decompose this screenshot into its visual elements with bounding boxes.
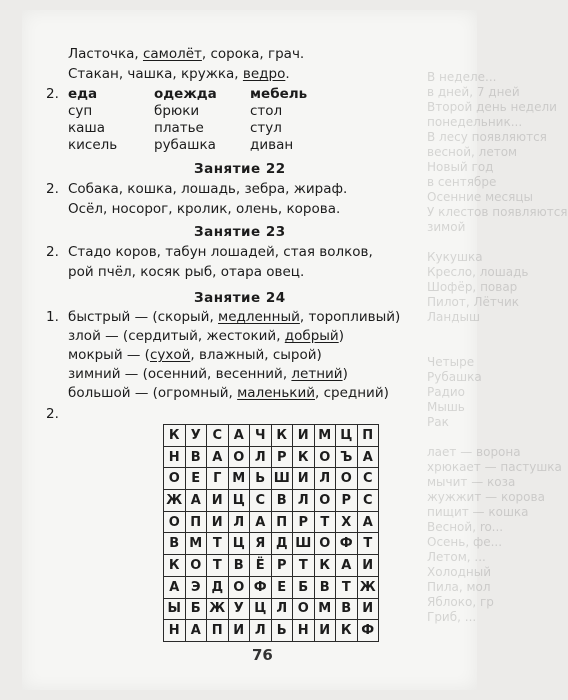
grid-cell: П: [185, 511, 207, 533]
grid-cell: О: [314, 490, 336, 512]
grid-cell: Р: [336, 490, 358, 512]
grid-cell: А: [185, 490, 207, 512]
grid-cell: В: [336, 598, 358, 620]
grid-cell: Х: [336, 511, 358, 533]
grid-cell: П: [207, 620, 229, 642]
textbook-page: [22, 10, 568, 690]
grid-row: [164, 533, 379, 555]
grid-cell: Т: [293, 555, 315, 577]
grid-cell: Т: [314, 511, 336, 533]
grid-cell: К: [164, 555, 186, 577]
grid-cell: А: [250, 511, 272, 533]
grid-cell: А: [228, 425, 250, 447]
grid-cell: К: [164, 425, 186, 447]
grid-cell: Э: [185, 576, 207, 598]
grid-cell: В: [228, 555, 250, 577]
grid-cell: В: [314, 576, 336, 598]
grid-row: [164, 555, 379, 577]
grid-cell: Д: [271, 533, 293, 555]
grid-cell: И: [228, 620, 250, 642]
grid-cell: Б: [293, 576, 315, 598]
lesson-23-task-number: 2.: [46, 244, 59, 260]
grid-cell: Ъ: [336, 446, 358, 468]
grid-cell: К: [336, 620, 358, 642]
grid-cell: Т: [357, 533, 379, 555]
sentence-birds: Ласточка, самолёт, сорока, грач.: [68, 46, 305, 62]
grid-cell: П: [357, 425, 379, 447]
grid-cell: Ь: [250, 468, 272, 490]
column-food: еда суп каша кисель: [68, 86, 118, 153]
grid-cell: Ц: [228, 490, 250, 512]
sentence-dishes: Стакан, чашка, кружка, ведро.: [68, 66, 290, 82]
grid-cell: Ь: [271, 620, 293, 642]
lesson-23-line: Стадо коров, табун лошадей, стая волков,: [68, 244, 373, 260]
grid-cell: Я: [250, 533, 272, 555]
grid-cell: О: [336, 468, 358, 490]
column-clothes: одежда брюки платье рубашка: [154, 86, 217, 153]
grid-cell: Ж: [207, 598, 229, 620]
grid-cell: А: [164, 576, 186, 598]
grid-row: [164, 620, 379, 642]
grid-cell: М: [314, 598, 336, 620]
grid-cell: Е: [185, 468, 207, 490]
grid-cell: Ф: [250, 576, 272, 598]
grid-cell: Т: [207, 555, 229, 577]
grid-cell: Р: [271, 555, 293, 577]
grid-cell: Ж: [357, 576, 379, 598]
grid-cell: Д: [207, 576, 229, 598]
grid-cell: И: [207, 490, 229, 512]
grid-row: [164, 468, 379, 490]
lesson-22-line: Собака, кошка, лошадь, зебра, жираф.: [68, 181, 348, 197]
grid-cell: Г: [207, 468, 229, 490]
grid-cell: Ф: [336, 533, 358, 555]
word-search-grid: [163, 424, 379, 642]
task-number: 2.: [46, 86, 59, 102]
grid-cell: О: [164, 511, 186, 533]
grid-cell: В: [185, 446, 207, 468]
grid-cell: Ж: [164, 490, 186, 512]
grid-cell: К: [293, 446, 315, 468]
grid-cell: Л: [228, 511, 250, 533]
synonym-line: злой — (сердитый, жестокий, добрый): [68, 328, 344, 344]
grid-row: [164, 425, 379, 447]
grid-cell: В: [271, 490, 293, 512]
lesson-23-title: Занятие 23: [194, 224, 286, 240]
grid-cell: Т: [207, 533, 229, 555]
grid-cell: О: [228, 446, 250, 468]
grid-cell: И: [293, 425, 315, 447]
bleed-through-text-right: В неделе... в дней, 7 дней Второй день недели понедельник... В лесу появляются весной, летом Новый год в сентябре Осенние месяцы У клестов появляются зимой Кукушка Кресло, лошадь Шофёр, повар Пилот, Лётчик Ландыш Четыре Рубашка Радио Мышь Рак лает — ворона хрюкает — пастушка мычит — коза жужжит — корова пищит — кошка Весной, ro... Осень, фе... Летом, ... Холодный Пила, мол Яблоко, гр Гриб, ...: [427, 70, 568, 624]
grid-cell: П: [271, 511, 293, 533]
lesson-24-task1-number: 1.: [46, 309, 59, 325]
grid-cell: К: [314, 555, 336, 577]
grid-cell: Е: [271, 576, 293, 598]
grid-row: [164, 576, 379, 598]
lesson-24-title: Занятие 24: [194, 290, 286, 306]
grid-cell: Ш: [293, 533, 315, 555]
lesson-22-title: Занятие 22: [194, 161, 286, 177]
grid-cell: Л: [293, 490, 315, 512]
grid-cell: И: [357, 555, 379, 577]
grid-cell: Ё: [250, 555, 272, 577]
synonym-line: зимний — (осенний, весенний, летний): [68, 366, 348, 382]
grid-cell: Ф: [357, 620, 379, 642]
grid-cell: И: [314, 620, 336, 642]
grid-cell: Р: [293, 511, 315, 533]
grid-row: [164, 598, 379, 620]
grid-cell: С: [207, 425, 229, 447]
grid-cell: У: [185, 425, 207, 447]
grid-cell: Л: [271, 598, 293, 620]
grid-cell: С: [357, 490, 379, 512]
grid-cell: А: [357, 511, 379, 533]
grid-cell: А: [336, 555, 358, 577]
grid-cell: Л: [314, 468, 336, 490]
grid-cell: В: [164, 533, 186, 555]
grid-cell: Ц: [250, 598, 272, 620]
grid-cell: Н: [164, 620, 186, 642]
lesson-22-task-number: 2.: [46, 181, 59, 197]
grid-cell: О: [314, 533, 336, 555]
lesson-23-line: рой пчёл, косяк рыб, отара овец.: [68, 264, 305, 280]
grid-cell: Р: [271, 446, 293, 468]
grid-cell: Б: [185, 598, 207, 620]
grid-cell: А: [357, 446, 379, 468]
synonym-line: мокрый — (сухой, влажный, сырой): [68, 347, 322, 363]
page-number: 76: [252, 646, 273, 664]
grid-cell: К: [271, 425, 293, 447]
grid-cell: О: [185, 555, 207, 577]
column-furniture: мебель стол стул диван: [250, 86, 308, 153]
grid-cell: А: [207, 446, 229, 468]
grid-cell: У: [228, 598, 250, 620]
grid-cell: О: [314, 446, 336, 468]
grid-cell: И: [293, 468, 315, 490]
grid-cell: Т: [336, 576, 358, 598]
grid-cell: И: [207, 511, 229, 533]
grid-cell: М: [314, 425, 336, 447]
lesson-22-line: Осёл, носорог, кролик, олень, корова.: [68, 201, 341, 217]
grid-cell: Н: [164, 446, 186, 468]
grid-cell: О: [164, 468, 186, 490]
grid-row: [164, 446, 379, 468]
grid-cell: С: [250, 490, 272, 512]
synonym-line: быстрый — (скорый, медленный, торопливый): [68, 309, 401, 325]
grid-cell: Ы: [164, 598, 186, 620]
grid-cell: О: [228, 576, 250, 598]
lesson-24-task2-number: 2.: [46, 406, 59, 422]
grid-row: [164, 490, 379, 512]
grid-cell: А: [185, 620, 207, 642]
grid-cell: Ш: [271, 468, 293, 490]
grid-cell: С: [357, 468, 379, 490]
grid-row: [164, 511, 379, 533]
grid-cell: Н: [293, 620, 315, 642]
grid-cell: М: [228, 468, 250, 490]
grid-cell: И: [357, 598, 379, 620]
grid-cell: Ч: [250, 425, 272, 447]
grid-cell: Ц: [336, 425, 358, 447]
grid-cell: О: [293, 598, 315, 620]
grid-cell: Л: [250, 620, 272, 642]
grid-cell: Л: [250, 446, 272, 468]
synonym-line: большой — (огромный, маленький, средний): [68, 385, 389, 401]
grid-cell: Ц: [228, 533, 250, 555]
grid-cell: М: [185, 533, 207, 555]
